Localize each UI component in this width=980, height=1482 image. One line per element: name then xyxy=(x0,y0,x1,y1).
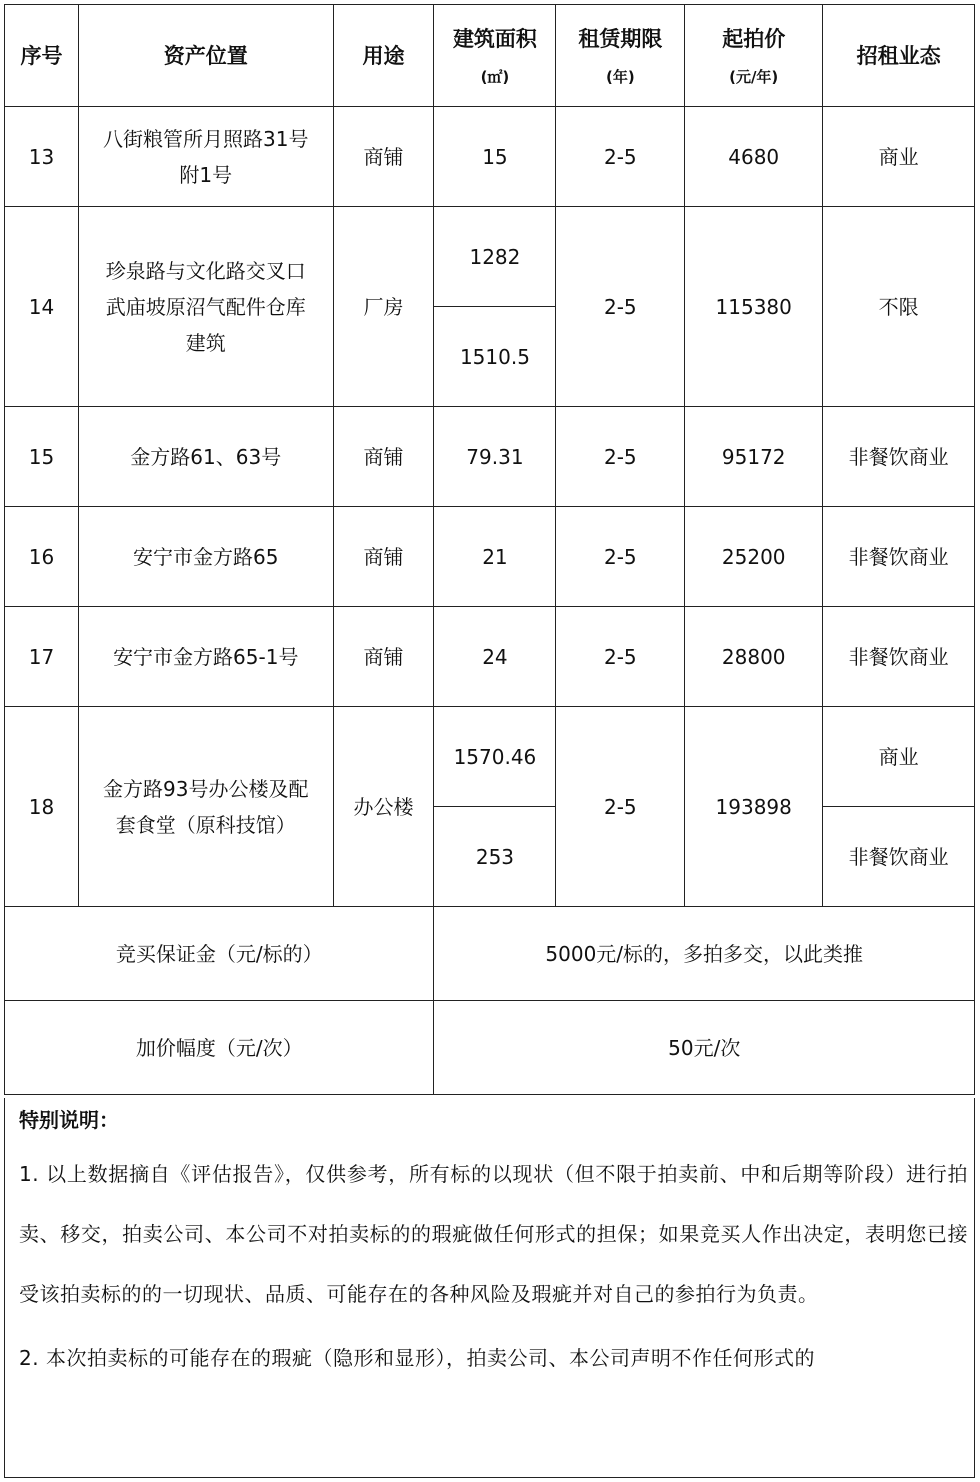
row-term: 2-5 xyxy=(556,207,685,407)
row-term: 2-5 xyxy=(556,707,685,907)
header-row xyxy=(5,5,975,107)
row-term: 2-5 xyxy=(556,407,685,507)
row-business: 非餐饮商业 xyxy=(823,807,975,907)
table-row xyxy=(5,407,975,507)
header-no: 序号 xyxy=(5,5,79,107)
header-area: 建筑面积 (㎡) xyxy=(434,5,556,107)
row-location: 八街粮管所月照路31号 附1号 xyxy=(78,107,333,207)
row-price: 95172 xyxy=(685,407,823,507)
table-row xyxy=(5,707,975,807)
row-location: 安宁市金方路65 xyxy=(78,507,333,607)
row-no: 15 xyxy=(5,407,79,507)
row-use: 商铺 xyxy=(333,507,434,607)
row-use: 厂房 xyxy=(333,207,434,407)
row-area: 1510.5 xyxy=(434,307,556,407)
increment-value: 50元/次 xyxy=(434,1001,975,1095)
row-location: 珍泉路与文化路交叉口 武庙坡原沼气配件仓库 建筑 xyxy=(78,207,333,407)
table-row xyxy=(5,607,975,707)
row-business: 不限 xyxy=(823,207,975,407)
asset-table xyxy=(4,4,975,1095)
row-area: 1282 xyxy=(434,207,556,307)
header-price: 起拍价 (元/年) xyxy=(685,5,823,107)
row-price: 4680 xyxy=(685,107,823,207)
deposit-label: 竞买保证金（元/标的） xyxy=(5,907,434,1001)
increment-label: 加价幅度（元/次） xyxy=(5,1001,434,1095)
row-area: 1570.46 xyxy=(434,707,556,807)
row-use: 商铺 xyxy=(333,607,434,707)
notes-title: 特别说明： xyxy=(19,1108,119,1132)
row-area: 79.31 xyxy=(434,407,556,507)
row-term: 2-5 xyxy=(556,507,685,607)
row-price: 28800 xyxy=(685,607,823,707)
auction-document xyxy=(4,4,975,1478)
row-use: 商铺 xyxy=(333,107,434,207)
row-business: 非餐饮商业 xyxy=(823,407,975,507)
row-no: 18 xyxy=(5,707,79,907)
row-area: 253 xyxy=(434,807,556,907)
row-price: 193898 xyxy=(685,707,823,907)
row-business: 商业 xyxy=(823,107,975,207)
table-row xyxy=(5,507,975,607)
row-use: 商铺 xyxy=(333,407,434,507)
header-use: 用途 xyxy=(333,5,434,107)
row-business: 商业 xyxy=(823,707,975,807)
special-notes xyxy=(4,1098,975,1478)
row-area: 24 xyxy=(434,607,556,707)
row-use: 办公楼 xyxy=(333,707,434,907)
row-area: 15 xyxy=(434,107,556,207)
row-location: 金方路61、63号 xyxy=(78,407,333,507)
row-business: 非餐饮商业 xyxy=(823,607,975,707)
deposit-value: 5000元/标的，多拍多交，以此类推 xyxy=(434,907,975,1001)
row-no: 16 xyxy=(5,507,79,607)
row-term: 2-5 xyxy=(556,107,685,207)
deposit-row xyxy=(5,907,975,1001)
row-no: 14 xyxy=(5,207,79,407)
table-row xyxy=(5,207,975,307)
table-row xyxy=(5,107,975,207)
note-item-2: 2. 本次拍卖标的可能存在的瑕疵（隐形和显形），拍卖公司、本公司声明不作任何形式的 xyxy=(19,1346,815,1370)
row-term: 2-5 xyxy=(556,607,685,707)
row-price: 25200 xyxy=(685,507,823,607)
row-location: 安宁市金方路65-1号 xyxy=(78,607,333,707)
header-business: 招租业态 xyxy=(823,5,975,107)
row-no: 17 xyxy=(5,607,79,707)
row-location: 金方路93号办公楼及配 套食堂（原科技馆） xyxy=(78,707,333,907)
increment-row xyxy=(5,1001,975,1095)
header-location: 资产位置 xyxy=(78,5,333,107)
note-item-1: 1. 以上数据摘自《评估报告》，仅供参考，所有标的以现状（但不限于拍卖前、中和后期等阶段）进行拍卖、移交，拍卖公司、本公司不对拍卖标的的瑕疵做任何形式的担保；如果竞买人作出决定，表明您已接受该拍卖标的的一切现状、品质、可能存在的各种风险及瑕疵并对自己的参拍行为负责。 xyxy=(19,1162,968,1306)
row-area: 21 xyxy=(434,507,556,607)
row-business: 非餐饮商业 xyxy=(823,507,975,607)
row-no: 13 xyxy=(5,107,79,207)
header-term: 租赁期限 (年) xyxy=(556,5,685,107)
row-price: 115380 xyxy=(685,207,823,407)
